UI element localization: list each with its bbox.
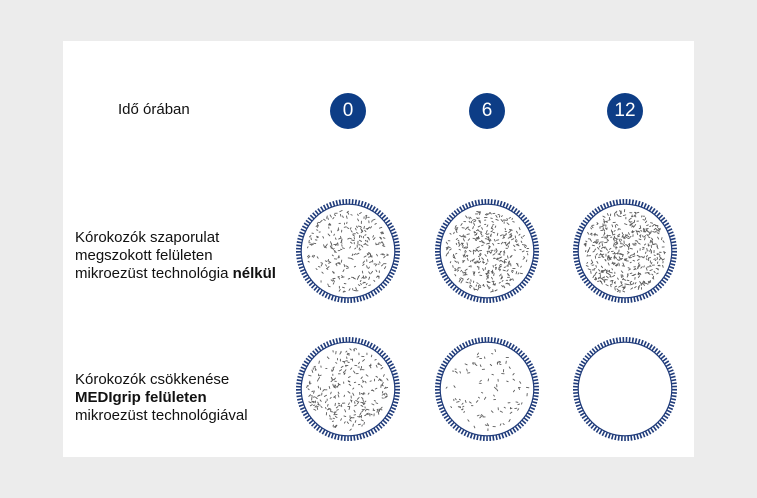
germ-mark [601,271,602,272]
germ-mark [325,261,326,262]
petri-dish-row1-t6 [434,198,540,304]
germ-mark [611,230,612,232]
germ-mark [610,284,612,285]
germ-mark [365,235,366,236]
germ-mark [599,273,601,274]
germ-mark [638,265,639,266]
germ-mark [325,408,326,409]
germ-mark [619,229,621,230]
petri-dish-graphic [572,336,678,442]
germ-mark [616,211,617,212]
germ-mark [602,254,604,255]
germ-mark [654,259,655,260]
germ-mark [463,406,464,407]
germ-mark [643,249,644,250]
germ-mark [647,248,648,250]
germ-mark [633,283,634,284]
germ-mark [364,422,365,424]
germ-mark [633,260,635,261]
germ-mark [628,253,629,254]
row-label-medigrip [75,371,248,425]
germ-mark [332,370,333,371]
germ-mark [365,240,366,241]
germ-mark [634,269,635,270]
germ-mark [308,261,309,262]
germ-mark [309,375,311,376]
germ-mark [472,260,473,261]
germ-mark [500,424,501,425]
germ-mark [371,355,372,357]
germ-mark [328,261,330,262]
germ-mark [647,225,649,226]
germ-mark [483,243,485,244]
germ-mark [483,415,484,416]
germ-mark [508,256,509,258]
germ-mark [507,218,508,219]
germ-mark [492,374,494,375]
germ-mark [594,268,595,269]
germ-mark [499,361,501,362]
germ-mark [471,221,472,223]
germ-mark [360,369,361,370]
germ-mark [643,220,645,221]
germ-mark [344,395,345,396]
germ-mark [612,269,613,270]
germ-mark [465,252,466,253]
germ-mark [603,225,605,226]
germ-mark [455,228,456,229]
germ-mark [495,349,496,351]
germ-mark [367,413,369,414]
germ-mark [501,216,502,217]
germ-mark [521,266,522,267]
row-label-line [75,229,276,247]
germ-mark [308,247,309,248]
germ-mark [486,233,487,234]
row-label-line [75,389,248,407]
germ-mark [482,392,483,393]
germ-mark [628,238,630,239]
germ-mark [640,235,641,236]
germ-mark [650,240,651,243]
germ-mark [466,247,467,248]
germ-mark [650,226,651,227]
row-label-emphasis: nélkül [232,265,276,282]
germ-mark [317,230,318,231]
germ-mark [627,280,629,281]
germ-mark [615,243,616,244]
germ-mark [338,403,339,404]
germ-mark [584,244,585,245]
germ-mark [312,391,313,392]
petri-dish-graphic [434,336,540,442]
germ-mark [602,279,603,280]
germ-mark [476,237,478,238]
germ-mark [353,424,354,426]
petri-dish-row1-t12 [572,198,678,304]
germ-mark [467,247,468,248]
germ-mark [363,400,364,402]
dish-rim [301,204,395,298]
time-badge-0-label: 0 [342,100,354,121]
germ-mark [328,284,329,285]
petri-dish-graphic [295,336,401,442]
germ-mark [615,225,616,227]
germ-mark [319,266,320,267]
germ-mark [477,266,478,267]
germ-mark [317,236,319,237]
germ-mark [463,272,464,273]
germ-mark [371,414,372,415]
germ-mark [510,279,511,281]
germ-mark [331,248,332,249]
row-label-line [75,247,276,265]
germ-mark [624,237,625,239]
time-badge-12-label: 12 [614,100,636,121]
germ-mark [620,211,621,212]
row-label-line [75,265,276,283]
germ-mark [334,234,335,235]
germ-mark [337,410,339,411]
germ-mark [329,386,330,388]
germ-mark [481,415,482,416]
germ-mark [450,262,451,263]
germ-mark [342,287,344,288]
germ-mark [595,249,596,250]
germ-mark [356,288,357,290]
germ-mark [654,255,655,256]
germ-mark [335,238,336,239]
germ-mark [637,212,639,213]
germ-mark [620,242,621,243]
germ-mark [348,278,350,279]
germ-mark [386,387,388,388]
germ-mark [470,260,471,261]
row-label-line [75,407,248,425]
germ-mark [609,220,611,221]
germ-mark [516,272,517,274]
germ-mark [627,274,628,275]
germ-mark [367,409,369,410]
germ-mark [365,415,366,416]
germ-mark [494,395,495,396]
germ-mark [361,226,362,227]
germ-mark [615,286,617,287]
germ-mark [628,257,630,258]
germ-mark [456,243,457,244]
germ-mark [645,252,646,253]
row-label-text: Kórokozók szaporulat [75,229,220,246]
germ-mark [459,399,460,400]
germ-mark [600,251,602,252]
germ-mark [328,286,330,287]
row-label-without-technology [75,229,276,283]
petri-dish-row2-t0 [295,336,401,442]
germ-mark [526,260,527,262]
germ-mark [614,230,615,231]
germ-mark [318,386,319,388]
time-badge-0 [330,93,366,129]
germ-mark [448,252,449,254]
germ-mark [477,211,479,212]
infographic-card [63,41,694,457]
petri-dish-graphic [572,198,678,304]
germ-mark [504,260,505,262]
germ-mark [595,279,596,280]
germ-mark [599,246,600,247]
germ-mark [495,226,496,228]
germ-mark [474,232,476,233]
germ-mark [480,213,481,215]
row-label-line [75,371,248,389]
germ-mark [487,243,489,244]
germ-mark [347,216,348,218]
germ-mark [351,215,352,216]
germ-mark [655,260,656,261]
germ-mark [639,239,641,240]
germ-mark [464,411,465,412]
germ-mark [459,249,460,250]
germ-mark [654,229,655,230]
germ-mark [358,424,360,425]
germ-mark [361,393,363,394]
germ-mark [344,264,345,266]
germ-mark [335,385,336,386]
germ-mark [504,407,505,408]
germ-mark [381,409,382,410]
germ-mark [615,282,616,283]
germ-mark [333,425,334,426]
germ-mark [663,265,664,267]
row-label-text: mikroezüst technológiával [75,407,248,424]
germ-mark [622,236,623,237]
germ-mark [379,262,380,263]
germ-mark [507,381,508,382]
germ-mark [648,281,649,283]
germ-mark [467,369,468,371]
germ-mark [454,232,455,233]
germ-mark [350,228,351,230]
petri-dish-graphic [434,198,540,304]
germ-mark [346,268,348,269]
time-badge-12 [607,93,643,129]
germ-mark [368,238,369,239]
germ-mark [630,262,631,263]
germ-mark [662,259,663,260]
germ-mark [317,408,318,410]
germ-mark [473,220,474,221]
time-badge-6-label: 6 [481,100,493,121]
row-label-emphasis: MEDIgrip felületen [75,389,207,406]
germ-mark [331,392,332,394]
germ-mark [469,266,470,267]
germ-mark [351,401,352,403]
germ-mark [342,248,344,249]
germ-mark [317,380,318,381]
germ-mark [479,220,480,222]
germ-mark [607,241,608,242]
germ-mark [371,390,372,391]
germ-mark [473,363,474,364]
germ-mark [503,238,505,239]
germ-mark [653,232,655,233]
germ-mark [326,247,327,248]
germ-mark [451,407,452,408]
germ-mark [365,382,366,383]
row-label-text: mikroezüst technológia [75,265,233,282]
germ-mark [369,285,371,286]
germ-mark [478,272,479,273]
germ-mark [366,215,367,216]
time-badge-6 [469,93,505,129]
germ-mark [587,262,588,263]
germ-mark [456,253,457,254]
germ-mark [592,245,594,246]
petri-dish-row1-t0 [295,198,401,304]
germ-mark [644,266,645,267]
petri-dish-row2-t12 [572,336,678,442]
germ-mark [616,264,617,266]
germ-mark [638,263,639,264]
germ-mark [383,238,385,239]
dish-rim [301,342,395,436]
germ-mark [586,241,587,242]
germ-mark [635,215,636,217]
germ-mark [473,250,474,252]
germ-mark [333,418,334,419]
germ-mark [327,216,328,218]
germ-mark [605,260,606,261]
germ-mark [657,269,658,270]
germ-mark [508,273,509,275]
germ-mark [328,404,329,406]
germ-mark [375,359,376,360]
germ-mark [497,233,498,235]
germ-mark [460,372,461,373]
germ-mark [344,416,346,417]
germ-mark [648,258,650,259]
germ-mark [496,240,498,241]
germ-mark [630,273,632,274]
germ-mark [477,357,479,358]
germ-mark [474,273,475,275]
germ-mark [628,268,629,269]
germ-mark [360,250,361,251]
germ-mark [473,238,475,239]
germ-mark [358,417,360,418]
dish-rim [578,342,672,436]
germ-mark [657,245,658,247]
germ-mark [319,375,321,376]
petri-dish-graphic [295,198,401,304]
germ-mark [453,254,454,256]
germ-mark [360,280,361,281]
germ-mark [352,254,353,256]
germ-mark [349,407,350,409]
time-axis-label: Idő órában [118,101,190,118]
germ-mark [462,409,463,410]
germ-mark [651,223,653,224]
germ-mark [330,415,331,417]
germ-mark [631,232,633,233]
germ-mark [354,266,355,267]
germ-mark [477,283,478,284]
germ-mark [662,238,663,240]
germ-mark [518,273,519,274]
germ-mark [518,404,520,405]
petri-dish-row2-t6 [434,336,540,442]
row-label-text: megszokott felületen [75,247,213,264]
row-label-text: Kórokozók csökkenése [75,371,230,388]
germ-mark [514,250,515,251]
germ-mark [608,271,609,272]
germ-mark [516,264,518,265]
germ-mark [492,272,493,274]
germ-mark [366,276,367,277]
